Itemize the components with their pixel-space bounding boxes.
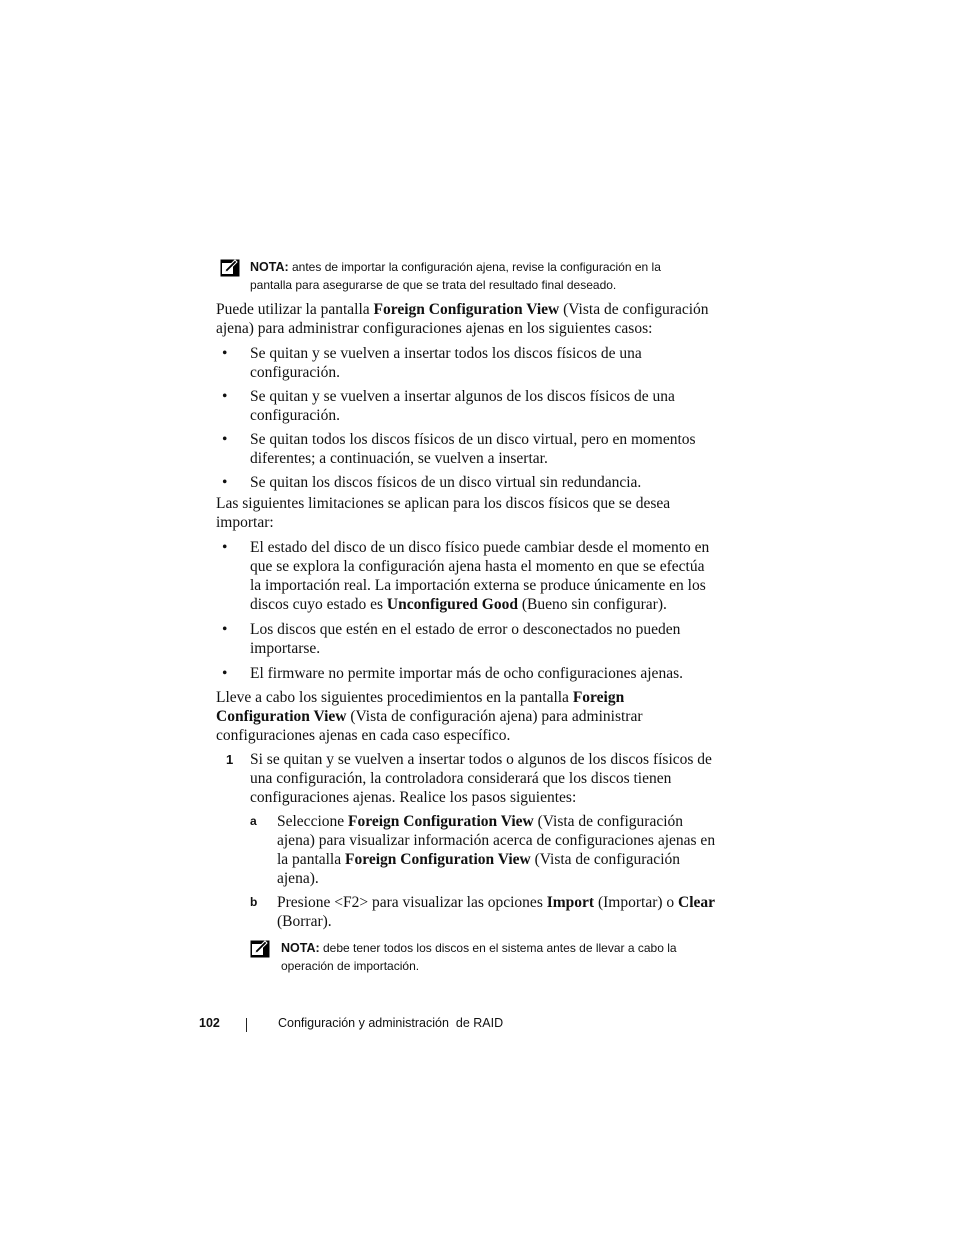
intro-paragraph-1 (216, 300, 716, 338)
note-top (220, 259, 661, 294)
list-item: • Se quitan y se vuelven a insertar algunos de los discos físicos de una configuración. (222, 388, 675, 424)
step-a-mid: (Vista de configuración ajena) para visualizar información acerca de configuraciones ajenas en la pantalla (277, 813, 716, 868)
list-item: • El estado del disco de un disco físico puede cambiar desde el momento en que se explora la configuración ajena hasta el momento en que se efectúa la importación real. La importación externa se produce únicamente en los discos cuyo estado es Unconfigured Good (Bueno sin configurar). (222, 539, 710, 613)
intro1-pre: Puede utilizar la pantalla (216, 301, 374, 318)
intro3-pre: Lleve a cabo los siguientes procedimientos en la pantalla (216, 689, 573, 706)
step-a-post: (Vista de configuración ajena). (277, 851, 680, 887)
note-bottom-line1: debe tener todos los discos en el sistema antes de llevar a cabo la (323, 941, 677, 955)
step-b-letter: b (250, 895, 258, 909)
note-top-label: NOTA: (250, 260, 289, 274)
step-a-text (277, 812, 716, 888)
limit-1-pre: El estado del disco de un disco físico puede cambiar desde el momento en que se explora la configuración ajena hasta el momento en que se efectúa la importación real. La importación externa se produce únicamente en los discos cuyo estado es (250, 539, 710, 613)
intro-paragraph-3 (216, 688, 716, 745)
footer-separator (246, 1018, 247, 1032)
note-bottom-line2: operación de importación. (281, 958, 420, 973)
note-top-line1: antes de importar la configuración ajena, revise la configuración en la (292, 260, 661, 274)
step-a-bold1: Foreign Configuration View (348, 813, 534, 830)
limit-1-bold: Unconfigured Good (386, 596, 518, 613)
case-2-text: Se quitan y se vuelven a insertar algunos de los discos físicos de una configuración. (250, 388, 675, 424)
page-number: 102 (199, 1016, 220, 1030)
intro3-post: (Vista de configuración ajena) para administrar configuraciones ajenas en cada caso específico. (216, 708, 643, 744)
intro-paragraph-2: Las siguientes limitaciones se aplican para los discos físicos que se desea importar: (216, 495, 671, 531)
note-bottom-label: NOTA: (281, 941, 320, 955)
limit-2-text: Los discos que estén en el estado de error o desconectados no pueden importarse. (250, 621, 681, 657)
case-4-text: Se quitan los discos físicos de un disco virtual sin redundancia. (250, 474, 642, 491)
step-b-bold1: Import (546, 894, 595, 911)
pencil-note-icon (220, 259, 240, 277)
step-b-post: (Borrar). (277, 913, 332, 930)
step-b-text (277, 893, 716, 931)
intro1-bold: Foreign Configuration View (373, 301, 560, 318)
cases-list (222, 344, 718, 492)
step-b-pre: Presione <F2> para visualizar las opciones (277, 894, 547, 911)
note-bottom (250, 940, 677, 975)
list-item: • El firmware no permite importar más de ocho configuraciones ajenas. (222, 665, 683, 682)
limit-1-post: (Bueno sin configurar). (517, 596, 667, 613)
step-a (250, 812, 716, 888)
step-a-bold2: Foreign Configuration View (345, 851, 531, 868)
step-a-letter: a (250, 814, 257, 828)
note-top-text (250, 259, 661, 294)
pencil-note-icon (250, 940, 270, 958)
list-item: • Se quitan todos los discos físicos de un disco virtual, pero en momentos diferentes; a continuación, se vuelven a insertar. (222, 431, 696, 467)
step-1-number: 1 (226, 752, 234, 767)
note-bottom-text (281, 940, 677, 975)
case-1-text: Se quitan y se vuelven a insertar todos los discos físicos de una configuración. (250, 345, 642, 381)
step-1-text: Si se quitan y se vuelven a insertar todos o algunos de los discos físicos de una configuración, la controladora considerará que los discos tienen configuraciones ajenas. Realice los pasos siguientes: (250, 751, 712, 806)
list-item: • Los discos que estén en el estado de error o desconectados no pueden importarse. (222, 621, 681, 657)
step-b-bold2: Clear (678, 894, 716, 911)
step-a-pre: Seleccione (277, 813, 349, 830)
limit-3-text: El firmware no permite importar más de ocho configuraciones ajenas. (250, 665, 683, 682)
step-1 (226, 750, 716, 807)
footer-title: Configuración y administración de RAID (278, 1016, 504, 1030)
list-item: • Se quitan los discos físicos de un disco virtual sin redundancia. (222, 474, 642, 491)
step-b-mid: (Importar) o (594, 894, 679, 911)
step-b (250, 893, 716, 931)
note-top-line2: pantalla para asegurarse de que se trata del resultado final deseado. (250, 277, 617, 292)
intro1-post: (Vista de configuración ajena) para administrar configuraciones ajenas en los siguientes casos: (216, 301, 709, 337)
intro3-bold: Foreign Configuration View (216, 689, 625, 725)
list-item: • Se quitan y se vuelven a insertar todos los discos físicos de una configuración. (222, 345, 642, 381)
limits-list (222, 538, 718, 683)
case-3-text: Se quitan todos los discos físicos de un disco virtual, pero en momentos diferentes; a continuación, se vuelven a insertar. (250, 431, 696, 467)
